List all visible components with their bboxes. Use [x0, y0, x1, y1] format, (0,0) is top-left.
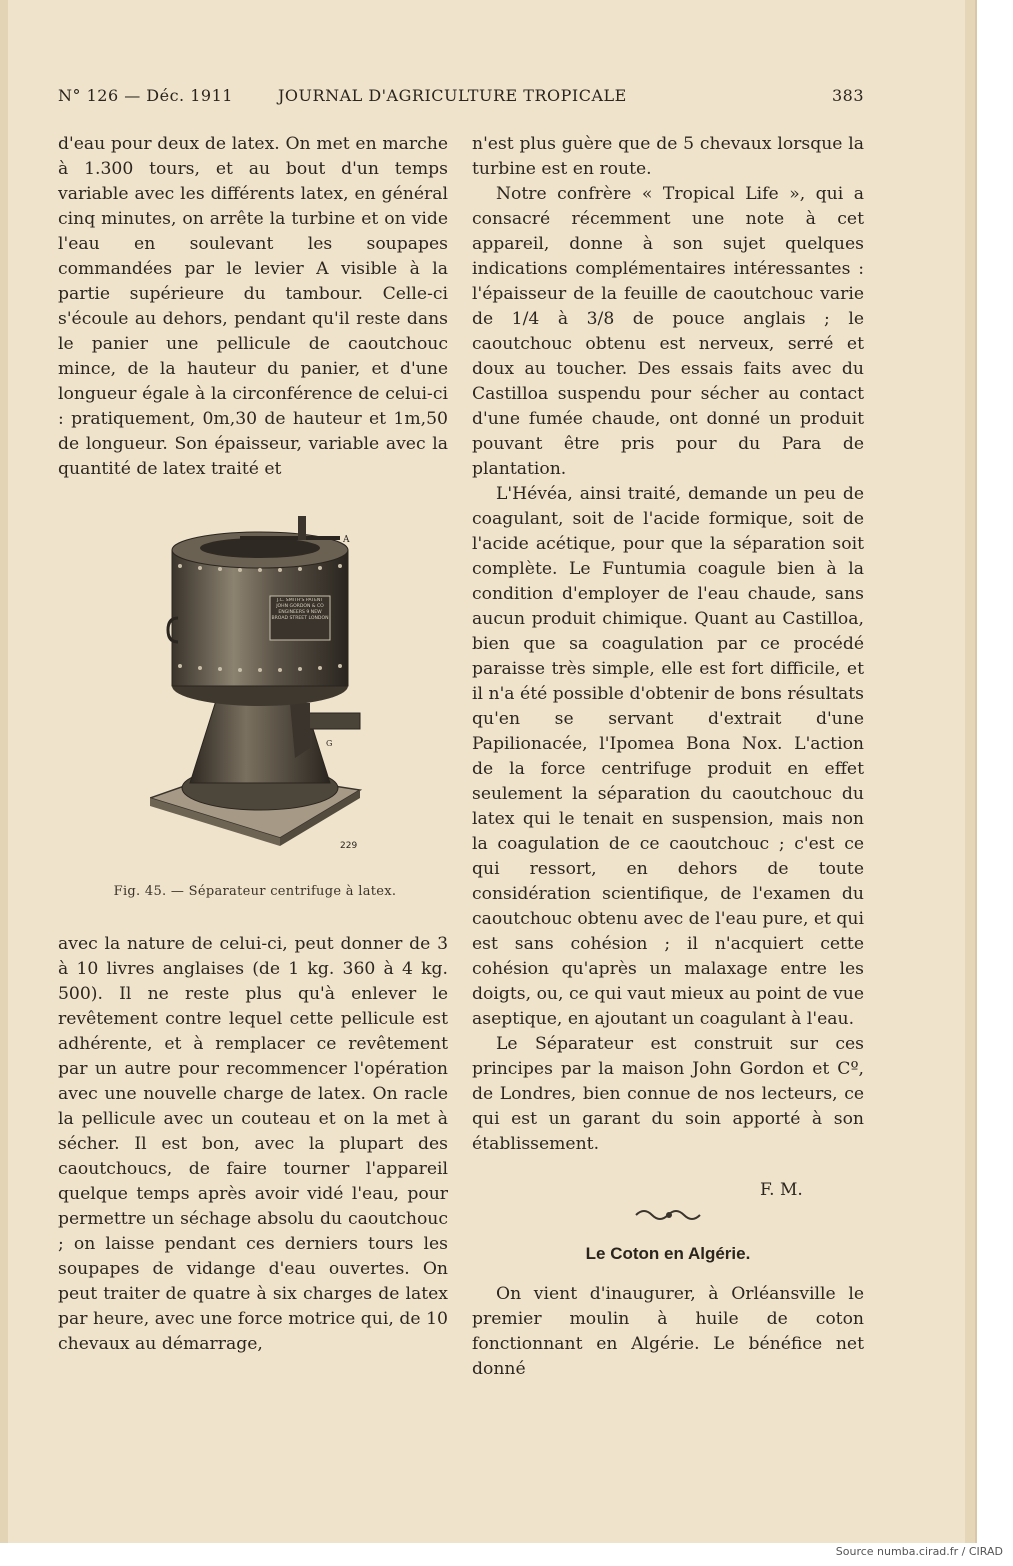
left-column-top: [58, 132, 448, 482]
running-header: [58, 86, 864, 112]
page-edge: [965, 0, 975, 1543]
paragraph: Le Séparateur est construit sur ces principes par la maison John Gordon et Cº, de Londres, bien connue de nos lecteurs, ce qui est un garant du soin apporté à son établissement.: [472, 1034, 864, 1154]
label-g: G: [326, 739, 333, 748]
page-number: 383: [831, 86, 864, 105]
section-title: Le Coton en Algérie.: [585, 1244, 751, 1263]
paragraph: avec la nature de celui-ci, peut donner de 3 à 10 livres anglaises (de 1 kg. 360 à 4 kg. 500). Il ne reste plus qu'à enlever le revêtement contre lequel cette pellicule est adhérente, et à remplacer ce revêtement par un autre pour recommencer l'opération avec une nouvelle charge de latex. On racle la pellicule avec un couteau et on la met à sécher. Il est bon, avec la plupart des caoutchoucs, de faire tourner l'appareil quelque temps après avoir vidé l'eau, pour permettre un séchage absolu du caoutchouc ; on laisse pendant ces derniers tours les soupapes de vidange d'eau ouvertes. On peut traiter de quatre à six charges de latex par heure, avec une force motrice qui, de 10 chevaux au démarrage,: [58, 934, 448, 1354]
author-signature: F. M.: [760, 1180, 803, 1200]
figure-caption: Fig. 45. — Séparateur centrifuge à latex.: [113, 884, 397, 899]
figure-separator-illustration: [150, 508, 370, 860]
paragraph: L'Hévéa, ainsi traité, demande un peu de coagulant, soit de l'acide formique, soit de l'acide acétique, pour que la séparation soit complète. Le Funtumia coagule bien à la condition d'employer de l'eau chaude, sans aucun produit chimique. Quant au Castilloa, bien que sa coagulation par ce procédé paraisse très simple, elle est fort difficile, et il n'a été possible d'obtenir de bons résultats qu'en se servant d'extrait d'une Papilionacée, l'Ipomea Bona Nox. L'action de la force centrifuge produit en effet seulement la séparation du caoutchouc du latex qui le tenait en suspension, mais non la coagulation de ce caoutchouc ; c'est ce qui ressort, en dehors de toute considération scientifique, de l'examen du caoutchouc obtenu avec de l'eau pure, et qui est sans cohésion ; il n'acquiert cette cohésion qu'après un malaxage entre les doigts, ou, ce qui vaut mieux au point de vue aseptique, en ajoutant un coagulant à l'eau.: [472, 484, 864, 1029]
fleuron-ornament: [634, 1206, 704, 1224]
issue-number: N° 126 — Déc. 1911: [58, 86, 233, 105]
label-a: A: [343, 535, 350, 545]
paragraph: n'est plus guère que de 5 chevaux lorsque la turbine est en route.: [472, 134, 864, 179]
paragraph: Notre confrère « Tropical Life », qui a consacré récemment une note à cet appareil, donne à son sujet quelques indications complémentaires intéressantes : l'épaisseur de la feuille de caoutchouc varie de 1/4 à 3/8 de pouce anglais ; le caoutchouc obtenu est nerveux, serré et doux au toucher. Des essais faits avec du Castilloa suspendu pour sécher au contact d'une fumée chaude, ont donné un produit pouvant être pris pour du Para de plantation.: [472, 184, 864, 479]
right-column: [472, 132, 864, 1157]
page-spine: [0, 0, 8, 1543]
journal-title: JOURNAL D'AGRICULTURE TROPICALE: [278, 86, 627, 105]
left-column-bottom: [58, 932, 448, 1357]
right-column-bottom: [472, 1282, 864, 1382]
source-credit: Source numba.cirad.fr / CIRAD: [835, 1545, 1003, 1558]
maker-plate-text: J.C. SMITH'S PATENT JOHN GORDON & CO ENGINEERS 9 NEW BROAD STREET LONDON: [271, 598, 329, 621]
paragraph: d'eau pour deux de latex. On met en marche à 1.300 tours, et au bout d'un temps variable avec les différents latex, en général cinq minutes, on arrête la turbine et on vide l'eau en soulevant les soupapes commandées par le levier A visible à la partie supérieure du tambour. Celle-ci s'écoule au dehors, pendant qu'il reste dans le panier une pellicule de caoutchouc mince, de la hauteur du panier, et d'une longueur égale à la circonférence de celui-ci : pratiquement, 0m,30 de hauteur et 1m,50 de longueur. Son épaisseur, variable avec la quantité de latex traité et: [58, 134, 448, 479]
paragraph: On vient d'inaugurer, à Orléansville le premier moulin à huile de coton fonctionnant en Algérie. Le bénéfice net donné: [472, 1284, 864, 1379]
figure-number: 229: [340, 841, 358, 851]
